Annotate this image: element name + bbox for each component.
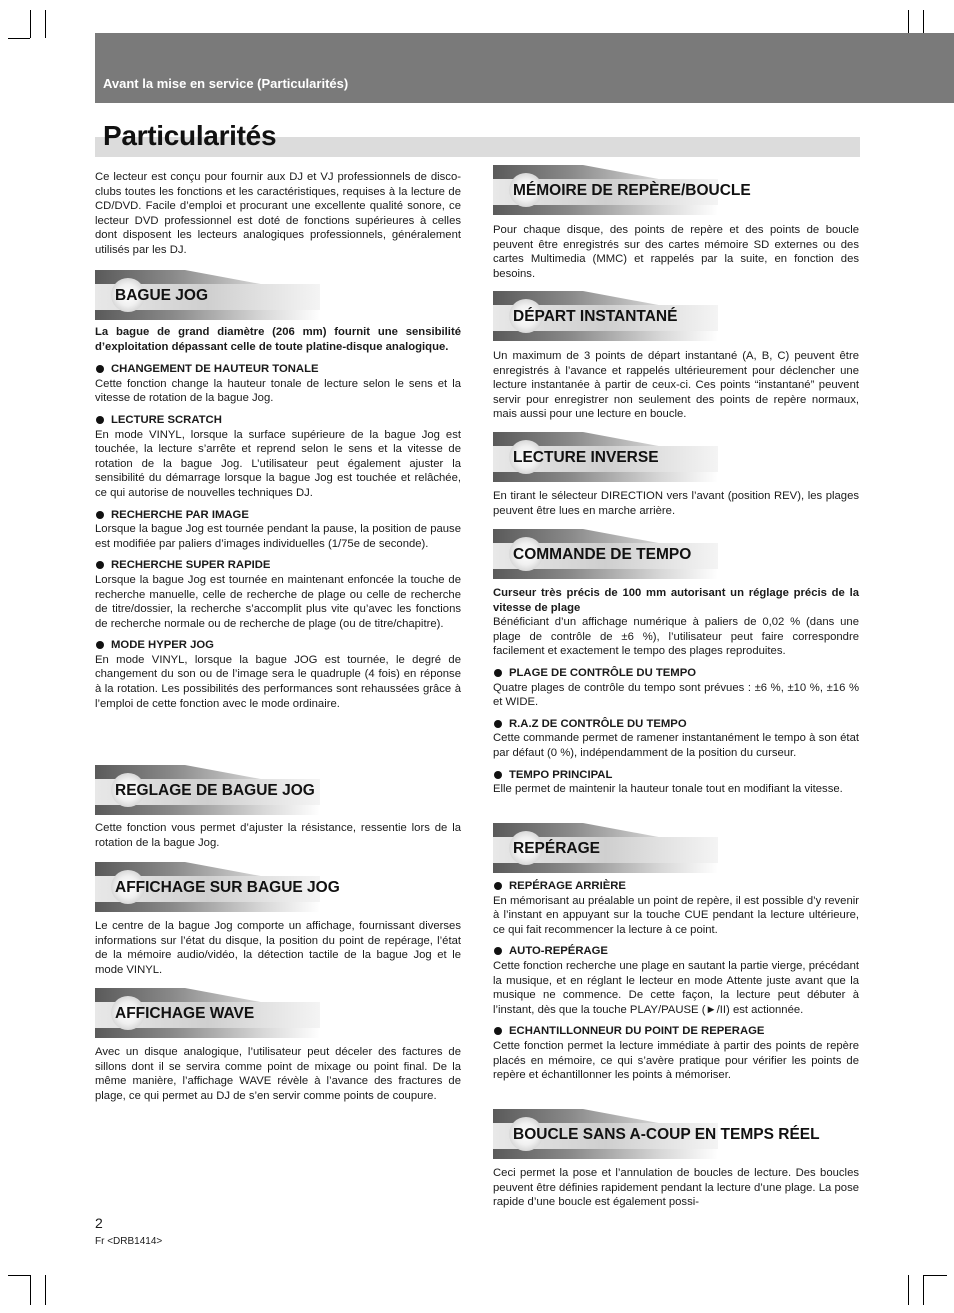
- bullet-heading: CHANGEMENT DE HAUTEUR TONALE: [95, 362, 461, 377]
- bullet-text: En mémorisant au préalable un point de repère, il est possible d’y revenir à l’instant en appuyant sur la touche CUE pendant la lecture ultérieure, ce qui fait recommencer la lecture à ce point.: [493, 894, 859, 936]
- crop-mark: [923, 1275, 947, 1276]
- bullet-heading: LECTURE SCRATCH: [95, 413, 461, 428]
- crop-mark: [908, 1275, 909, 1305]
- breadcrumb: Avant la mise en service (Particularités): [103, 76, 349, 91]
- section-body-inverse: [493, 489, 859, 518]
- section-title: BOUCLE SANS A-COUP EN TEMPS RÉEL: [513, 1126, 820, 1143]
- bullet-heading: MODE HYPER JOG: [95, 638, 461, 653]
- header-band: [95, 33, 954, 103]
- section-title: REGLAGE DE BAGUE JOG: [115, 782, 315, 799]
- bullet-heading: R.A.Z DE CONTRÔLE DU TEMPO: [493, 717, 859, 732]
- bullet-text: Cette fonction change la hauteur tonale de lecture selon le sens et la vitesse de rotation de la bague Jog.: [95, 377, 461, 405]
- section-title: DÉPART INSTANTANÉ: [513, 308, 678, 325]
- section-text: Bénéficiant d’un affichage numérique à paliers de 0,02 % (dans une plage de contrôle de ±6 %), l’utilisateur peut faire correspondre facilement et exactement le tempo des plages reproduites.: [493, 616, 859, 658]
- section-title: BAGUE JOG: [115, 287, 209, 304]
- crop-mark: [30, 10, 31, 38]
- intro-paragraph: [95, 170, 461, 258]
- section-title: AFFICHAGE WAVE: [115, 1005, 255, 1022]
- section-body-reglage: [95, 821, 461, 850]
- document-code: Fr <DRB1414>: [95, 1236, 163, 1247]
- bullet-text: Quatre plages de contrôle du tempo sont prévues : ±6 %, ±10 %, ±16 % et WIDE.: [493, 681, 859, 709]
- section-text: En tirant le sélecteur DIRECTION vers l’avant (position REV), les plages peuvent être lues en marche arrière.: [493, 490, 859, 517]
- section-body-depart: [493, 349, 859, 422]
- crop-mark: [8, 38, 30, 39]
- section-body-memoire: [493, 223, 859, 281]
- bullet-text: En mode VINYL, lorsque la bague JOG est tournée, le degré de changement du son ou de l’image sera le quadruple (4 fois) en réponse à la rotation. Les possibilités des performances sont rehaussées grâce à l’emploi de cette fonction avec le mode ordinaire.: [95, 653, 461, 710]
- section-text: Ceci permet la pose et l’annulation de boucles de lecture. Des boucles peuvent être définies rapidement pendant la lecture d’une plage. La pose rapide d’une boucle est également possi-: [493, 1167, 859, 1209]
- bullet-heading: PLAGE DE CONTRÔLE DU TEMPO: [493, 666, 859, 681]
- section-title: AFFICHAGE SUR BAGUE JOG: [115, 879, 340, 896]
- section-head-reperage: [493, 823, 723, 873]
- section-text: Avec un disque analogique, l’utilisateur peut déceler des factures de sillons dont il se servira comme point de mixage ou point final. De la même manière, l’affichage WAVE révèle à l’avance des fractures de plage, ce qui permet au DJ de s’en servir comme points de coupure.: [95, 1046, 461, 1102]
- crop-mark: [45, 10, 46, 38]
- section-text: Le centre de la bague Jog comporte un affichage, fournissant diverses informations sur l’état du disque, la position du point de repérage, l’état de la mémoire audio/vidéo, la détection tactile de la bague Jog et le mode VINYL.: [95, 920, 461, 976]
- bullet-text: Cette commande permet de ramener instantanément le tempo à son état par défaut (0 %), indépendamment de la position du curseur.: [493, 732, 859, 759]
- section-head-bague-jog: [95, 270, 325, 320]
- section-text: Pour chaque disque, des points de repère et des points de boucle peuvent être enregistrés sur des cartes mémoire SD externes ou des cartes Multimedia (MMC) et rappelés par la suite, en fonction des besoins.: [493, 224, 859, 280]
- section-title: COMMANDE DE TEMPO: [513, 546, 692, 563]
- crop-mark: [30, 1275, 31, 1305]
- section-title: LECTURE INVERSE: [513, 449, 659, 466]
- bullet-text: Lorsque la bague Jog est tournée pendant la pause, la position de pause est modifiée par paliers d’images individuelles (1/75e de seconde).: [95, 523, 461, 550]
- crop-mark: [8, 1275, 30, 1276]
- section-body-boucle: [493, 1166, 859, 1210]
- bullet-text: En mode VINYL, lorsque la surface supérieure de la bague Jog est touchée, la lecture s’arrête et reprend selon le sens et la vitesse de rotation de la bague Jog. L’utilisateur peut également ajuster la sensibilité du démarrage lorsque la bague Jog est touchée et relâchée, ce qui autorise de nouvelles techniques DJ.: [95, 428, 461, 499]
- bullet-heading: RECHERCHE PAR IMAGE: [95, 508, 461, 523]
- section-head-boucle: [493, 1109, 820, 1159]
- section-body-affichage-bague: [95, 919, 461, 977]
- section-head-reglage: [95, 765, 325, 815]
- bullet-heading: RECHERCHE SUPER RAPIDE: [95, 558, 461, 573]
- section-title: REPÉRAGE: [513, 840, 600, 857]
- bullet-heading: TEMPO PRINCIPAL: [493, 768, 859, 783]
- bullet-text: Cette fonction permet la lecture immédiate à partir des points de repère placés en mémoire, ce qui s’avère pratique pour vérifier les points de repère et échantillonner les points à mémoriser.: [493, 1039, 859, 1082]
- intro-text: Ce lecteur est conçu pour fournir aux DJ et VJ professionnels de disco-clubs toutes les fonctions et les caractéristiques, requises à la lecture de CD/DVD. Facile d’emploi et procurant une excellente qualité sonore, ce lecteur DVD professionnel est doté de fonctions supérieures à celles dont disposent les lecteurs analogiques professionnels, généralement utilisés par les DJ.: [95, 171, 461, 256]
- section-head-inverse: [493, 432, 723, 482]
- page-title: Particularités: [103, 120, 277, 151]
- section-head-memoire: [493, 165, 751, 215]
- section-text: Un maximum de 3 points de départ instantané (A, B, C) peuvent être enregistrés à l’avance et rappelés ultérieurement pour déclencher une lecture instantanée à partir de ceux-ci. Ces points “instantané” peuvent servir pour enregistrer non seulement des points de repère normaux, mais aussi pour une lecture en boucle.: [493, 350, 859, 421]
- bullet-heading: ECHANTILLONNEUR DU POINT DE REPERAGE: [493, 1024, 859, 1039]
- section-text: Cette fonction vous permet d’ajuster la résistance, ressentie lors de la rotation de la bague Jog.: [95, 822, 461, 849]
- bullet-heading: REPÉRAGE ARRIÈRE: [493, 879, 859, 894]
- lead-text: Curseur très précis de 100 mm autorisant un réglage précis de la vitesse de plage: [493, 587, 859, 614]
- bullet-text: Elle permet de maintenir la hauteur tonale tout en modifiant la vitesse.: [493, 783, 843, 796]
- section-body-bague-jog: [95, 325, 461, 711]
- bullet-heading: AUTO-REPÉRAGE: [493, 944, 859, 959]
- section-title: MÉMOIRE DE REPÈRE/BOUCLE: [513, 182, 751, 199]
- page-number: 2: [95, 1215, 103, 1231]
- section-head-tempo: [493, 529, 723, 579]
- section-head-affichage-wave: [95, 988, 325, 1038]
- crop-mark: [45, 1275, 46, 1305]
- crop-mark: [923, 1275, 924, 1305]
- section-head-depart: [493, 291, 723, 341]
- section-head-affichage-bague: [95, 862, 340, 912]
- bullet-text: Cette fonction recherche une plage en sautant la partie vierge, précédant la musique, et en réglant le lecteur en mode Attente juste avant que la musique ne commence. De cette façon, la lecture peut débuter à l’instant, dès que la touche PLAY/PAUSE (►/II) est actionnée.: [493, 959, 859, 1016]
- lead-text: La bague de grand diamètre (206 mm) fournit une sensibilité d’exploitation dépassant celle de toute platine-disque analogique.: [95, 326, 461, 353]
- bullet-text: Lorsque la bague Jog est tournée en maintenant enfoncée la touche de recherche manuelle, celle de recherche de plage ou celle de recherche de titre/dossier, la recherche s’accomplit plus vite qu’avec les fonctions de recherche normale ou de recherche de plage (ou de titre/chapitre).: [95, 573, 461, 630]
- section-body-affichage-wave: [95, 1045, 461, 1103]
- section-body-tempo: [493, 586, 859, 797]
- section-body-reperage: [493, 873, 859, 1083]
